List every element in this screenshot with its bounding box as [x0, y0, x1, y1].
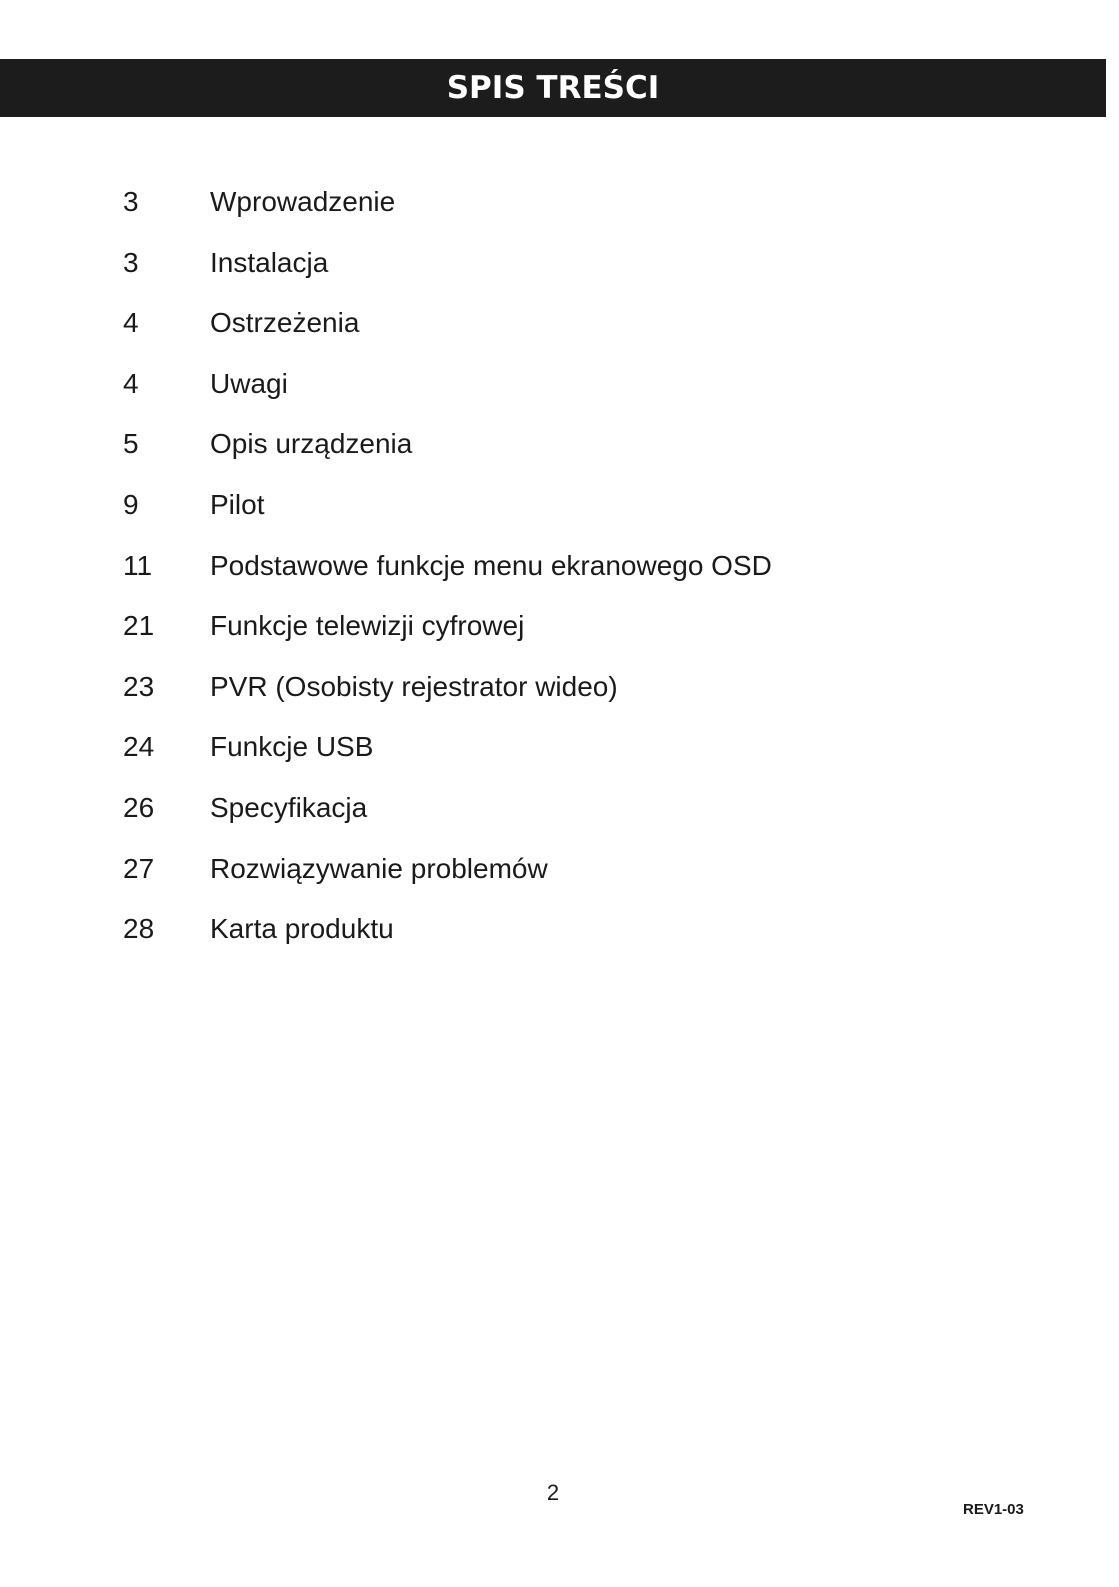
- toc-page-number: 11: [123, 549, 153, 581]
- toc-page-number: 27: [123, 852, 155, 884]
- toc-section-title: Instalacja: [210, 246, 329, 278]
- toc-entry[interactable]: [0, 663, 1106, 724]
- toc-entry[interactable]: [0, 299, 1106, 360]
- toc-page-number: 24: [123, 731, 155, 763]
- toc-entry[interactable]: [0, 602, 1106, 663]
- toc-section-title: Pilot: [210, 488, 265, 520]
- toc-section-title: Funkcje USB: [210, 731, 374, 763]
- toc-entry[interactable]: [0, 845, 1106, 906]
- toc-page-number: 28: [123, 913, 155, 945]
- revision-code: REV1-03: [963, 1501, 1024, 1518]
- toc-section-title: Karta produktu: [210, 913, 394, 945]
- page-title: SPIS TREŚCI: [446, 69, 660, 106]
- toc-page-number: 4: [123, 367, 139, 399]
- toc-section-title: Podstawowe funkcje menu ekranowego OSD: [210, 549, 772, 581]
- toc-section-title: Funkcje telewizji cyfrowej: [210, 610, 525, 642]
- toc-section-title: Ostrzeżenia: [210, 307, 360, 339]
- toc-section-title: Uwagi: [210, 367, 288, 399]
- title-bar: [0, 59, 1106, 117]
- toc-page-number: 3: [123, 186, 139, 217]
- toc-page-number: 3: [123, 246, 139, 278]
- toc-entry[interactable]: [0, 360, 1106, 421]
- toc-entry[interactable]: [0, 784, 1106, 845]
- toc-entry[interactable]: [0, 905, 1106, 966]
- toc-entry[interactable]: [0, 723, 1106, 784]
- toc-page-number: 21: [123, 610, 155, 642]
- toc-page-number: 4: [123, 307, 139, 339]
- toc-section-title: Wprowadzenie: [210, 186, 396, 217]
- table-of-contents: [0, 178, 1106, 966]
- toc-entry[interactable]: [0, 239, 1106, 300]
- toc-page-number: 9: [123, 488, 139, 520]
- toc-page-number: 26: [123, 791, 155, 823]
- toc-section-title: Opis urządzenia: [210, 428, 413, 460]
- toc-page-number: 5: [123, 428, 139, 460]
- toc-entry[interactable]: [0, 178, 1106, 239]
- toc-entry[interactable]: [0, 542, 1106, 603]
- toc-section-title: Rozwiązywanie problemów: [210, 852, 548, 884]
- toc-entry[interactable]: [0, 420, 1106, 481]
- toc-page-number: 23: [123, 670, 155, 702]
- toc-section-title: Specyfikacja: [210, 791, 368, 823]
- toc-section-title: PVR (Osobisty rejestrator wideo): [210, 670, 618, 702]
- toc-entry[interactable]: [0, 481, 1106, 542]
- footer-page-number: 2: [546, 1480, 560, 1505]
